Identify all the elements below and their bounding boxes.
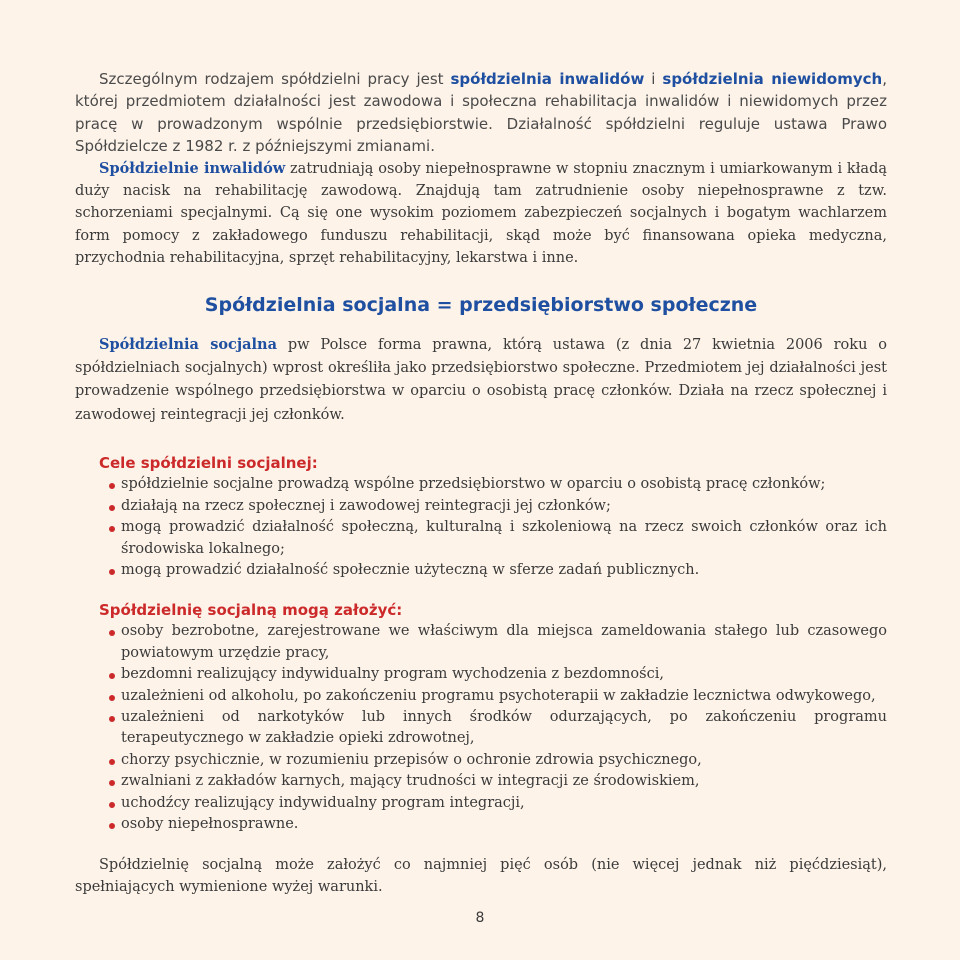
definition-text: pw Polsce forma prawna, którą ustawa (z dnia 27 kwietnia 2006 roku o spółdzielniach socjalnych) wprost określiła jako przedsiębiorstwo społeczne. Przedmiotem jej działalności jest prowadzenie wspólnego przedsiębiorstwa w oparciu o osobistą pracę członków. Działa na rzecz społecznej i zawodowej reintegracji jej członków.: [75, 336, 887, 423]
goals-title: Cele spółdzielni socjalnej:: [99, 454, 318, 473]
list-item: [121, 707, 887, 750]
term-spoldzielnia-socjalna: Spółdzielnia socjalna: [99, 335, 277, 353]
list-item: [121, 664, 887, 685]
intro-paragraph: [75, 68, 887, 158]
list-item: [121, 496, 887, 517]
bullet-icon: [109, 802, 115, 808]
bullet-icon: [109, 569, 115, 575]
intro-text-1: Szczególnym rodzajem spółdzielni pracy jest: [99, 70, 451, 88]
definition-paragraph: [75, 333, 887, 428]
term-spoldzielnia-niewidomych: spółdzielnia niewidomych: [662, 70, 883, 88]
list-item-text: osoby niepełnosprawne.: [121, 815, 299, 832]
founders-title: Spółdzielnię socjalną mogą założyć:: [99, 601, 403, 620]
term-spoldzielnie-inwalidow: Spółdzielnie inwalidów: [99, 159, 286, 177]
closing-paragraph: Spółdzielnię socjalną może założyć co najmniej pięć osób (nie więcej jednak niż pięćdziesiąt), spełniających wymienione wyżej warunki.: [75, 857, 887, 896]
list-item-text: osoby bezrobotne, zarejestrowane we właściwym dla miejsca zameldowania stałego lub czasowego powiatowym urzędzie pracy,: [121, 623, 887, 661]
intro-text-3: , której przedmiotem działalności jest zawodowa i społeczna rehabilitacja inwalidów i niewidomych przez pracę w prowadzonym wspólnie przedsiębiorstwie. Działalność spółdzielni reguluje ustawa Prawo Spółdzielcze z 1982 r. z późniejszymi zmianami.: [75, 70, 887, 156]
list-item-text: działają na rzecz społecznej i zawodowej reintegracji jej członków;: [121, 497, 611, 514]
bullet-icon: [109, 716, 115, 722]
bullet-icon: [109, 505, 115, 511]
bullet-icon: [109, 759, 115, 765]
list-item: [121, 560, 887, 581]
bullet-icon: [109, 630, 115, 636]
list-item-text: uchodźcy realizujący indywidualny program integracji,: [121, 794, 525, 811]
list-item-text: spółdzielnie socjalne prowadzą wspólne przedsiębiorstwo w oparciu o osobistą pracę członków;: [121, 476, 826, 493]
list-item-text: uzależnieni od narkotyków lub innych środków odurzających, po zakończeniu programu terapeutycznego w zakładzie opieki zdrowotnej,: [121, 708, 887, 747]
founders-list: [75, 621, 887, 835]
term-spoldzielnia-inwalidow: spółdzielnia inwalidów: [450, 70, 645, 88]
bullet-icon: [109, 526, 115, 532]
list-item: [121, 793, 887, 814]
inwalidzi-paragraph: [75, 158, 887, 270]
list-item: [121, 814, 887, 835]
list-item-text: mogą prowadzić działalność społecznie użyteczną w sferze zadań publicznych.: [121, 561, 700, 578]
goals-list: [75, 474, 887, 581]
bullet-icon: [109, 673, 115, 679]
list-item-text: mogą prowadzić działalność społeczną, kulturalną i szkoleniową na rzecz swoich członków oraz ich środowiska lokalnego;: [121, 519, 887, 557]
list-item: [121, 474, 887, 495]
section-heading: Spółdzielnia socjalna = przedsiębiorstwo społeczne: [204, 293, 758, 316]
bullet-icon: [109, 695, 115, 701]
list-item: [121, 750, 887, 771]
list-item-text: zwalniani z zakładów karnych, mający trudności w integracji ze środowiskiem,: [121, 773, 700, 790]
bullet-icon: [109, 780, 115, 786]
list-item-text: bezdomni realizujący indywidualny program wychodzenia z bezdomności,: [121, 666, 664, 683]
inwalidzi-text: zatrudniają osoby niepełnosprawne w stopniu znacznym i umiarkowanym i kładą duży nacisk na rehabilitację zawodową. Znajdują tam zatrudnienie osoby niepełnosprawne z tzw. schorzeniami specjalnymi. Cą się one wysokim poziomem zabezpieczeń socjalnych i bogatym wachlarzem form pomocy z zakładowego funduszu rehabilitacji, skąd może być finansowana opieka medyczna, przychodnia rehabilitacyjna, sprzęt rehabilitacyjny, lekarstwa i inne.: [75, 160, 887, 267]
bullet-icon: [109, 483, 115, 489]
page-number: 8: [475, 910, 485, 926]
list-item: [121, 686, 887, 707]
list-item: [121, 517, 887, 560]
list-item: [121, 771, 887, 792]
list-item-text: uzależnieni od alkoholu, po zakończeniu programu psychoterapii w zakładzie lecznictwa odwykowego,: [121, 687, 876, 704]
bullet-icon: [109, 823, 115, 829]
list-item: [121, 621, 887, 664]
intro-text-2: i: [644, 70, 663, 88]
list-item-text: chorzy psychicznie, w rozumieniu przepisów o ochronie zdrowia psychicznego,: [121, 751, 702, 768]
page-content: [75, 68, 887, 898]
